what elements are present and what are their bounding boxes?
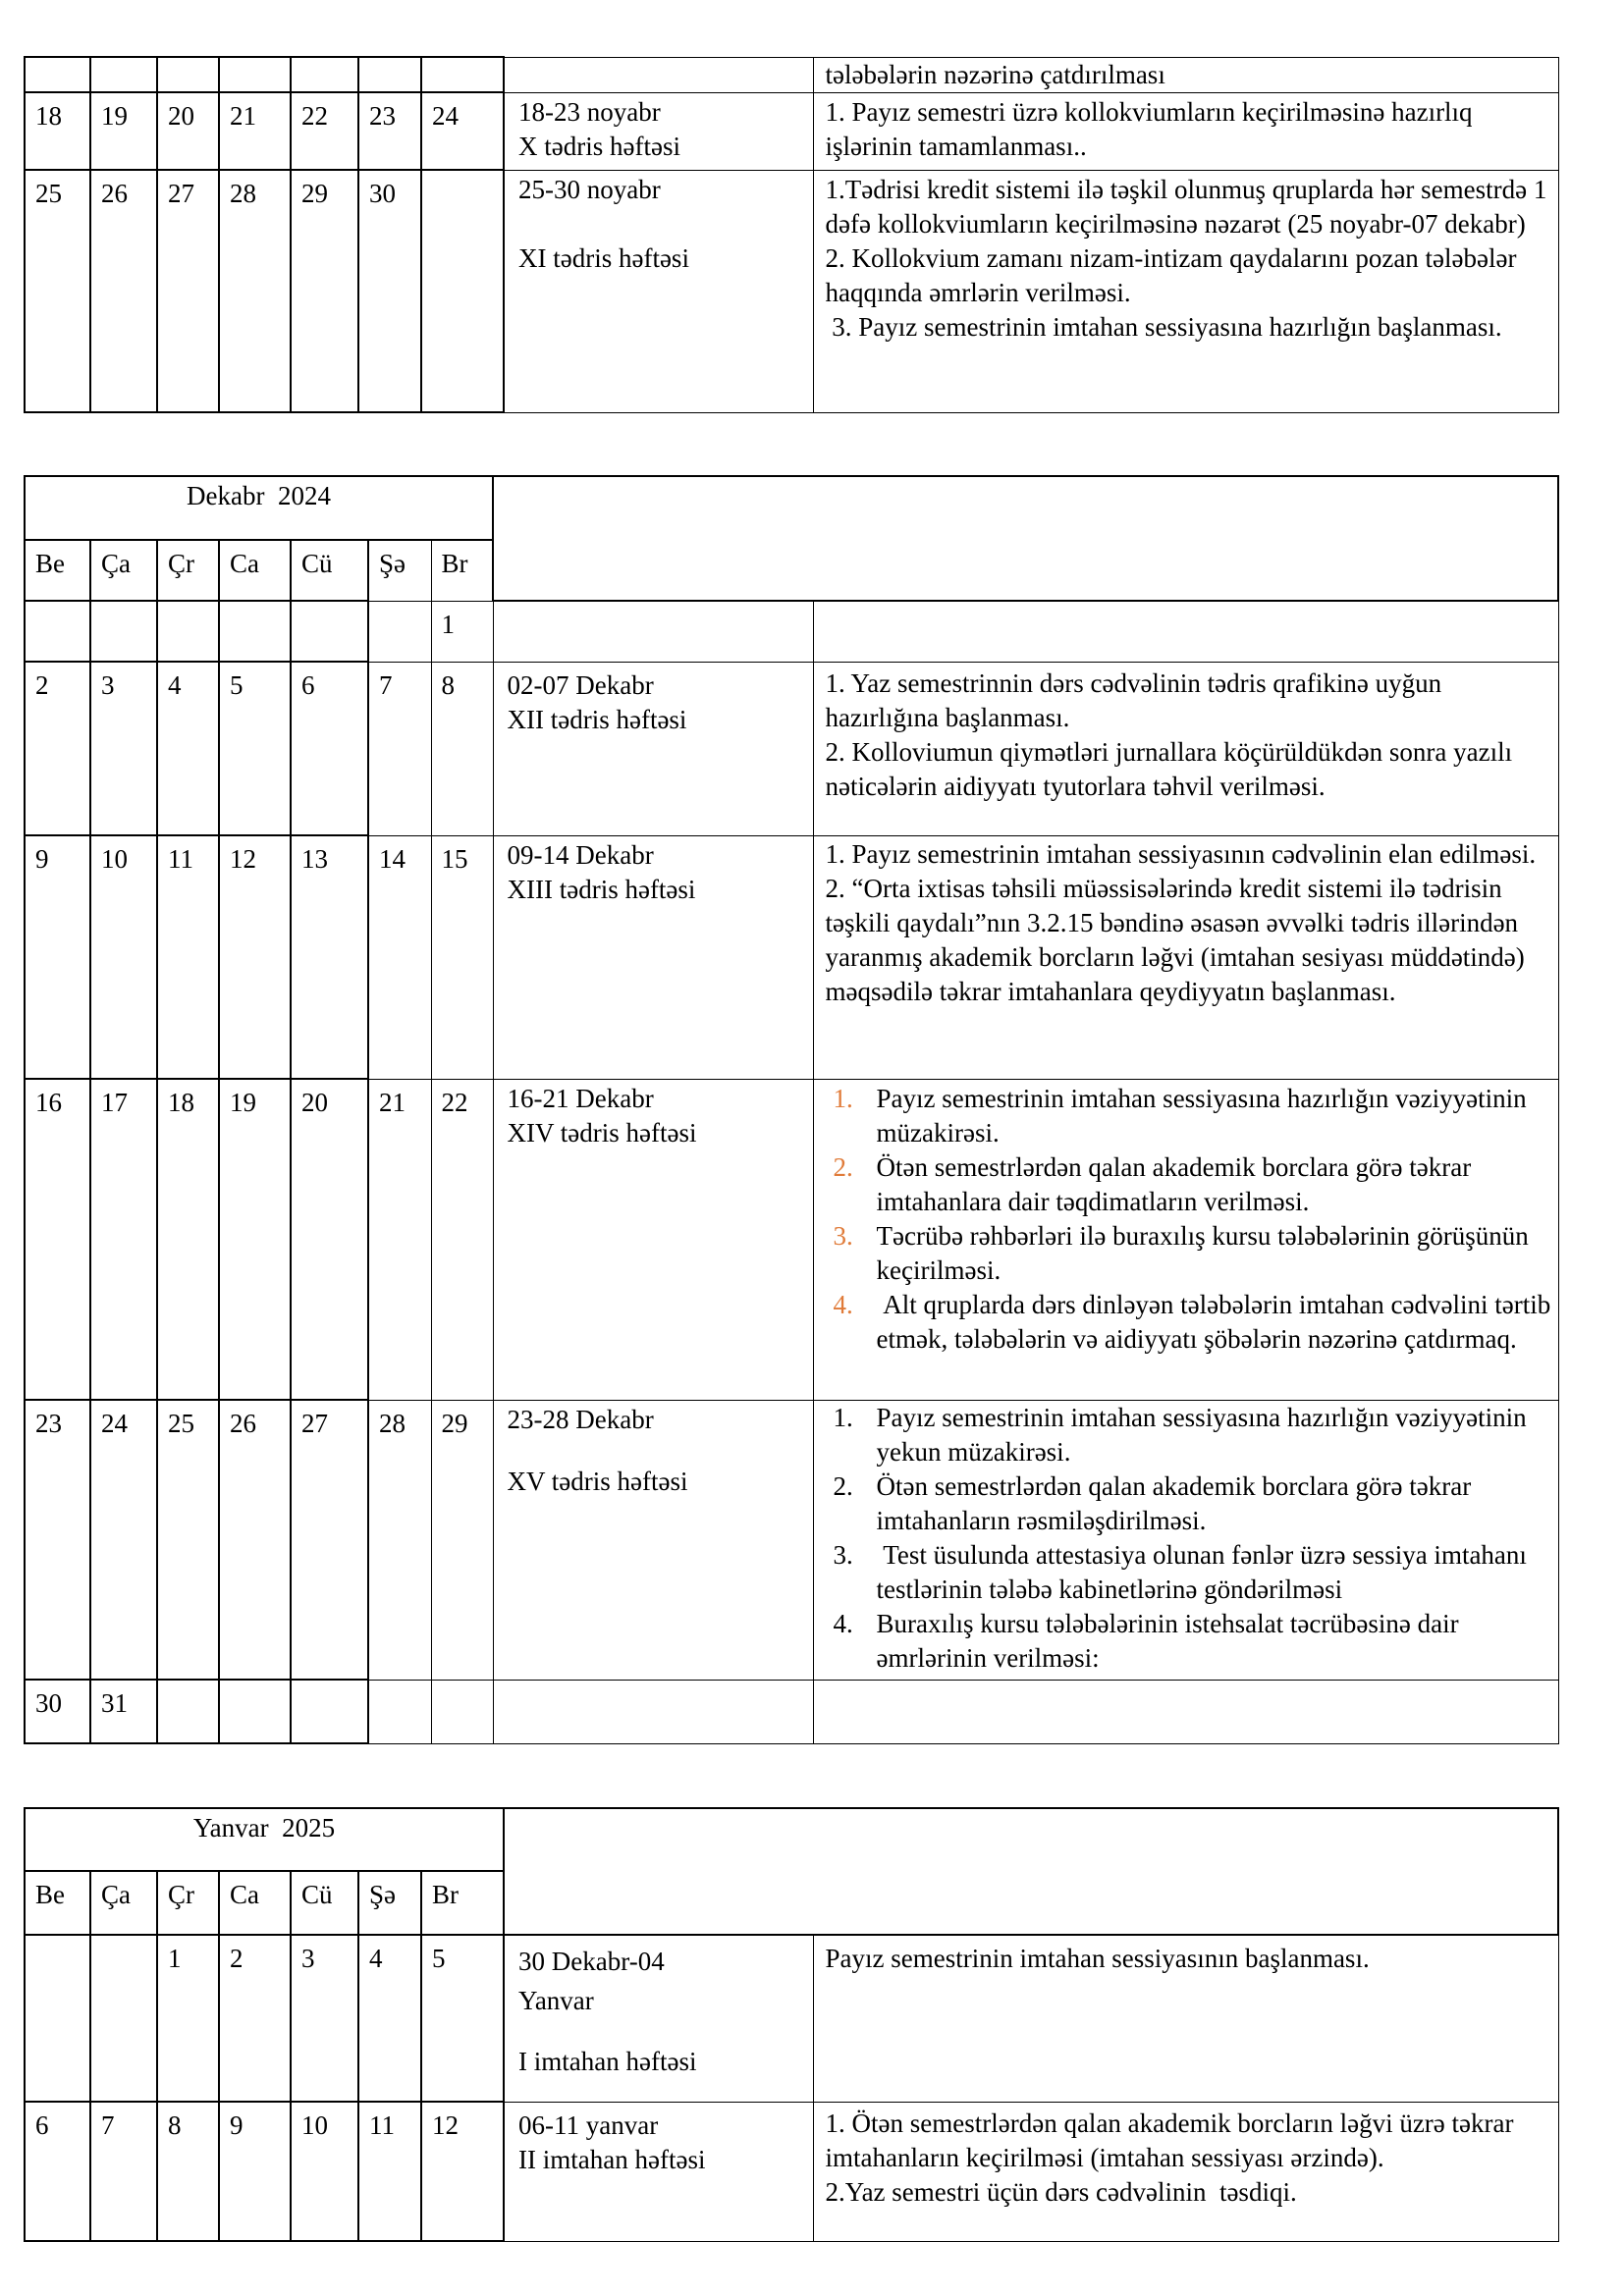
note-text: 3. Payız semestrinin imtahan sessiyasına hazırlığın başlanması.: [825, 311, 1502, 342]
weekday-header: Ça: [90, 1871, 157, 1935]
day-cell: 25: [157, 1400, 219, 1680]
day-cell: 23: [358, 92, 421, 170]
table-row: [25, 1935, 1558, 2102]
list-number: 4.: [833, 1289, 853, 1319]
notes-cell: [813, 601, 1558, 662]
week-dates: 09-14 Dekabr: [507, 839, 654, 870]
day-cell: 12: [219, 835, 291, 1079]
day-cell: 17: [90, 1079, 157, 1400]
header-blank-cell: [504, 1808, 1558, 1935]
day-cell: [431, 1680, 493, 1743]
day-cell: 8: [431, 662, 493, 835]
day-cell: 27: [291, 1400, 368, 1680]
day-cell: 1: [157, 1935, 219, 2102]
table-row: [25, 1680, 1558, 1743]
day-cell: [421, 57, 504, 92]
notes-cell: [813, 1935, 1558, 2102]
day-cell: 4: [358, 1935, 421, 2102]
day-cell: [25, 601, 90, 662]
day-cell: [421, 170, 504, 412]
month-title-row: [25, 1808, 1558, 1871]
list-number: 2.: [833, 1151, 853, 1182]
day-cell: 11: [157, 835, 219, 1079]
week-label: XIV tədris həftəsi: [507, 1117, 697, 1148]
day-cell: [25, 1935, 90, 2102]
note-text: 2. Kollokvium zamanı nizam-intizam qaydalarını pozan tələbələr haqqında əmrlərin verilməsi.: [825, 242, 1517, 307]
note-text: 1.Tədrisi kredit sistemi ilə təşkil olunmuş qruplarda hər semestrdə 1 dəfə kollokviumların keçirilməsinə nəzarət (25 noyabr-07 dekabr): [825, 174, 1547, 239]
day-cell: [157, 601, 219, 662]
day-cell: 20: [157, 92, 219, 170]
note-text: 1. Payız semestri üzrə kollokviumların keçirilməsinə hazırlıq işlərinin tamamlanması..: [825, 96, 1473, 161]
list-item: 3. Təcrübə rəhbərləri ilə buraxılış kursu tələbələrinin görüşünün keçirilməsi.: [833, 1220, 1529, 1285]
note-text: 2.Yaz semestri üçün dərs cədvəlinin təsdiqi.: [825, 2176, 1297, 2207]
week-cell: [493, 662, 813, 835]
day-cell: 15: [431, 835, 493, 1079]
week-cell: [504, 2102, 813, 2241]
list-item: 2. Ötən semestrlərdən qalan akademik borclara görə təkrar imtahanlara dair təqdimatların verilməsi.: [833, 1151, 1472, 1216]
month-title: Yanvar 2025: [192, 1813, 336, 1842]
day-cell: 5: [219, 662, 291, 835]
day-cell: 22: [431, 1079, 493, 1400]
day-cell: [90, 57, 157, 92]
note-text: 2. Kolloviumun qiymətləri jurnallara köçürüldükdən sonra yazılı nəticələrin aidiyyatı tyutorlara təhvil verilməsi.: [825, 736, 1513, 801]
day-cell: 18: [157, 1079, 219, 1400]
list-number: 4.: [833, 1608, 853, 1638]
notes-cell: [813, 662, 1558, 835]
day-cell: 24: [421, 92, 504, 170]
day-cell: 6: [291, 662, 368, 835]
week-cell: [493, 601, 813, 662]
weekday-header: Be: [25, 1871, 90, 1935]
week-label: II imtahan həftəsi: [518, 2144, 706, 2174]
note-text: Payız semestrinin imtahan sessiyasının başlanması.: [825, 1944, 1370, 1973]
table-row: [25, 601, 1558, 662]
day-cell: 21: [219, 92, 291, 170]
week-cell: [504, 57, 813, 92]
month-title-cell: [25, 1808, 504, 1871]
week-dates: 02-07 Dekabr: [507, 669, 654, 700]
day-cell: 22: [291, 92, 358, 170]
day-cell: 16: [25, 1079, 90, 1400]
list-number: 1.: [833, 1402, 853, 1432]
day-cell: 13: [291, 835, 368, 1079]
january-schedule-table: [24, 1807, 1559, 2242]
day-cell: 28: [219, 170, 291, 412]
day-cell: 8: [157, 2102, 219, 2241]
day-cell: 9: [25, 835, 90, 1079]
list-number: 3.: [833, 1220, 853, 1251]
weekday-header: Ca: [219, 540, 291, 601]
weekday-header: Be: [25, 540, 90, 601]
week-cell: [493, 1400, 813, 1680]
day-cell: [291, 601, 368, 662]
list-number: 2.: [833, 1470, 853, 1501]
week-cell: [493, 1079, 813, 1400]
day-cell: 18: [25, 92, 90, 170]
day-cell: 11: [358, 2102, 421, 2241]
note-text: tələbələrin nəzərinə çatdırılması: [825, 59, 1165, 89]
weekday-header: Çr: [157, 540, 219, 601]
day-cell: 7: [368, 662, 431, 835]
table-row: [25, 170, 1558, 412]
day-cell: [90, 1935, 157, 2102]
week-cell: [504, 1935, 813, 2102]
week-label: XIII tədris həftəsi: [507, 874, 696, 904]
list-item: 3. Test üsulunda attestasiya olunan fənlər üzrə sessiya imtahanı testlərinin tələbə kabinetlərinə göndərilməsi: [833, 1539, 1534, 1604]
week-cell: [504, 92, 813, 170]
day-cell: 30: [25, 1680, 90, 1743]
day-cell: 21: [368, 1079, 431, 1400]
weekday-header: Şə: [358, 1871, 421, 1935]
week-label: X tədris həftəsi: [518, 131, 680, 161]
day-cell: 27: [157, 170, 219, 412]
notes-cell: [813, 1680, 1558, 1743]
week-dates: 30 Dekabr-04: [518, 1947, 665, 1976]
december-schedule-table: [24, 475, 1559, 1744]
day-cell: 2: [25, 662, 90, 835]
table-row: [25, 1079, 1558, 1400]
day-cell: 24: [90, 1400, 157, 1680]
weekday-header: Ça: [90, 540, 157, 601]
weekday-header: Cü: [291, 1871, 358, 1935]
day-cell: 1: [431, 601, 493, 662]
note-text: 2. “Orta ixtisas təhsili müəssisələrində kredit sistemi ilə tədrisin təşkili qaydalı”nın 3.2.15 bəndinə əsasən əvvəlki tədris illərindən yaranmış akademik borcların ləğvi (imtahan sesiyası müddətində) məqsədilə təkrar imtahanlara qeydiyyatın başlanması.: [825, 873, 1525, 1006]
day-cell: 30: [358, 170, 421, 412]
day-cell: 3: [90, 662, 157, 835]
day-cell: 10: [90, 835, 157, 1079]
weekday-header: Br: [421, 1871, 504, 1935]
table-row: [25, 2102, 1558, 2241]
day-cell: [90, 601, 157, 662]
day-cell: 19: [90, 92, 157, 170]
day-cell: 29: [291, 170, 358, 412]
day-cell: [358, 57, 421, 92]
weekday-header: Ca: [219, 1871, 291, 1935]
day-cell: [25, 57, 90, 92]
day-cell: 3: [291, 1935, 358, 2102]
day-cell: [368, 1680, 431, 1743]
list-item: 4. Alt qruplarda dərs dinləyən tələbələrin imtahan cədvəlini tərtib etmək, tələbələrin və aidiyyatı şöbələrin nəzərinə çatdırmaq.: [833, 1289, 1557, 1354]
weekday-header: Br: [431, 540, 493, 601]
week-label: XV tədris həftəsi: [507, 1466, 688, 1496]
table-row: [25, 57, 1558, 92]
note-text: 1. Payız semestrinin imtahan sessiyasının cədvəlinin elan edilməsi.: [825, 838, 1537, 869]
day-cell: 31: [90, 1680, 157, 1743]
weekday-header: Şə: [368, 540, 431, 601]
header-blank-cell: [493, 476, 1558, 601]
day-cell: 4: [157, 662, 219, 835]
list-item: 4. Buraxılış kursu tələbələrinin istehsalat təcrübəsinə dair əmrlərinin verilməsi:: [833, 1608, 1459, 1673]
notes-cell: [813, 2102, 1558, 2241]
note-text: 1. Ötən semestrlərdən qalan akademik borcların ləğvi üzrə təkrar imtahanların keçirilməsi (imtahan sessiyası ərzində).: [825, 2108, 1514, 2172]
day-cell: [219, 1680, 291, 1743]
day-cell: [157, 57, 219, 92]
table-row: [25, 92, 1558, 170]
day-cell: [219, 601, 291, 662]
weekday-header: Cü: [291, 540, 368, 601]
day-cell: [219, 57, 291, 92]
week-dates: 18-23 noyabr: [518, 96, 661, 127]
weekday-header: Çr: [157, 1871, 219, 1935]
day-cell: 10: [291, 2102, 358, 2241]
month-title: Dekabr 2024: [187, 481, 331, 510]
task-list: [826, 1082, 1557, 1357]
notes-cell: [813, 92, 1558, 170]
notes-cell: [813, 835, 1558, 1079]
day-cell: 23: [25, 1400, 90, 1680]
week-dates: 16-21 Dekabr: [507, 1083, 654, 1113]
list-item: 2. Ötən semestrlərdən qalan akademik borclara görə təkrar imtahanların rəsmiləşdirilməsi.: [833, 1470, 1472, 1535]
list-item: 1. Payız semestrinin imtahan sessiyasına hazırlığın vəziyyətinin yekun müzakirəsi.: [833, 1402, 1527, 1467]
table-row: [25, 662, 1558, 835]
day-cell: 26: [219, 1400, 291, 1680]
week-label: I imtahan həftəsi: [518, 2047, 697, 2076]
notes-cell: [813, 1400, 1558, 1680]
week-cell: [493, 1680, 813, 1743]
day-cell: 7: [90, 2102, 157, 2241]
week-cell: [493, 835, 813, 1079]
day-cell: 25: [25, 170, 90, 412]
table-row: [25, 835, 1558, 1079]
week-dates: 25-30 noyabr: [518, 174, 661, 204]
day-cell: 2: [219, 1935, 291, 2102]
day-cell: 29: [431, 1400, 493, 1680]
day-cell: 14: [368, 835, 431, 1079]
day-cell: 9: [219, 2102, 291, 2241]
day-cell: [291, 1680, 368, 1743]
week-dates: 06-11 yanvar: [518, 2109, 659, 2140]
day-cell: [291, 57, 358, 92]
day-cell: [157, 1680, 219, 1743]
note-text: 1. Yaz semestrinnin dərs cədvəlinin tədris qrafikinə uyğun hazırlığına başlanması.: [825, 667, 1442, 732]
month-title-row: [25, 476, 1558, 540]
week-label: XI tədris həftəsi: [518, 242, 689, 273]
day-cell: 20: [291, 1079, 368, 1400]
day-cell: 5: [421, 1935, 504, 2102]
day-cell: 12: [421, 2102, 504, 2241]
notes-cell: [813, 170, 1558, 412]
task-list: [826, 1401, 1552, 1676]
week-dates: 23-28 Dekabr: [507, 1404, 654, 1434]
list-number: 3.: [833, 1539, 853, 1570]
day-cell: 26: [90, 170, 157, 412]
day-cell: 19: [219, 1079, 291, 1400]
table-row: [25, 1400, 1558, 1680]
list-number: 1.: [833, 1083, 853, 1113]
list-item: 1. Payız semestrinin imtahan sessiyasına hazırlığın vəziyyətinin müzakirəsi.: [833, 1083, 1527, 1148]
notes-cell: [813, 57, 1558, 92]
november-schedule-table: [24, 56, 1559, 413]
week-label: XII tədris həftəsi: [507, 704, 687, 734]
day-cell: 28: [368, 1400, 431, 1680]
week-dates-cont: Yanvar: [518, 1986, 594, 2015]
day-cell: 6: [25, 2102, 90, 2241]
notes-cell: [813, 1079, 1558, 1400]
month-title-cell: [25, 476, 493, 540]
day-cell: [368, 601, 431, 662]
week-cell: [504, 170, 813, 412]
